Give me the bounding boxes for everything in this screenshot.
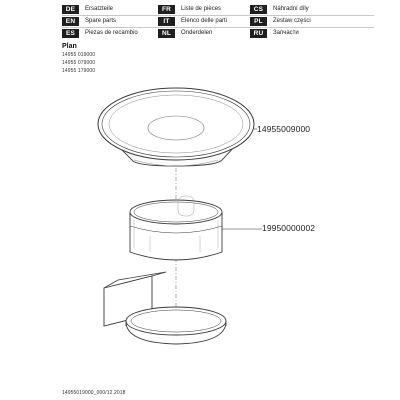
language-code-badge: EN xyxy=(62,17,79,26)
language-code-badge: DE xyxy=(62,5,79,14)
language-code-badge: IT xyxy=(158,17,175,26)
language-label: Запчасти xyxy=(273,30,299,36)
soap-dish-part-drawing xyxy=(98,88,254,166)
plan-model-number: 14955 079000 xyxy=(62,60,96,66)
plan-model-number: 14955 019000 xyxy=(62,52,96,58)
wall-holder-part-drawing xyxy=(104,272,226,344)
language-label: Spare parts xyxy=(85,18,117,24)
language-label: Náhradní díly xyxy=(273,6,309,12)
language-code-badge: PL xyxy=(250,17,267,26)
part-number-callout: 14955009000 xyxy=(257,124,311,134)
language-code-badge: RU xyxy=(250,29,267,38)
language-code-badge: CS xyxy=(250,5,267,14)
language-code-badge: FR xyxy=(158,5,175,14)
language-code-badge: ES xyxy=(62,29,79,38)
ring-insert-part-drawing xyxy=(130,196,222,260)
plan-title: Plan xyxy=(62,43,77,50)
language-label: Elenco delle parti xyxy=(181,18,228,24)
document-footer-code: 14955019000_000/12.2018 xyxy=(62,390,126,396)
language-label: Onderdelen xyxy=(181,30,213,36)
language-label: Liste de pièces xyxy=(181,6,222,12)
plan-model-number: 14955 179000 xyxy=(62,68,96,74)
part-number-callout: 19950000002 xyxy=(262,223,316,233)
language-label: Zestaw części xyxy=(273,18,311,24)
language-label: Piezas de recambio xyxy=(85,30,138,36)
language-label: Ersatzteile xyxy=(85,6,114,12)
language-code-badge: NL xyxy=(158,29,175,38)
